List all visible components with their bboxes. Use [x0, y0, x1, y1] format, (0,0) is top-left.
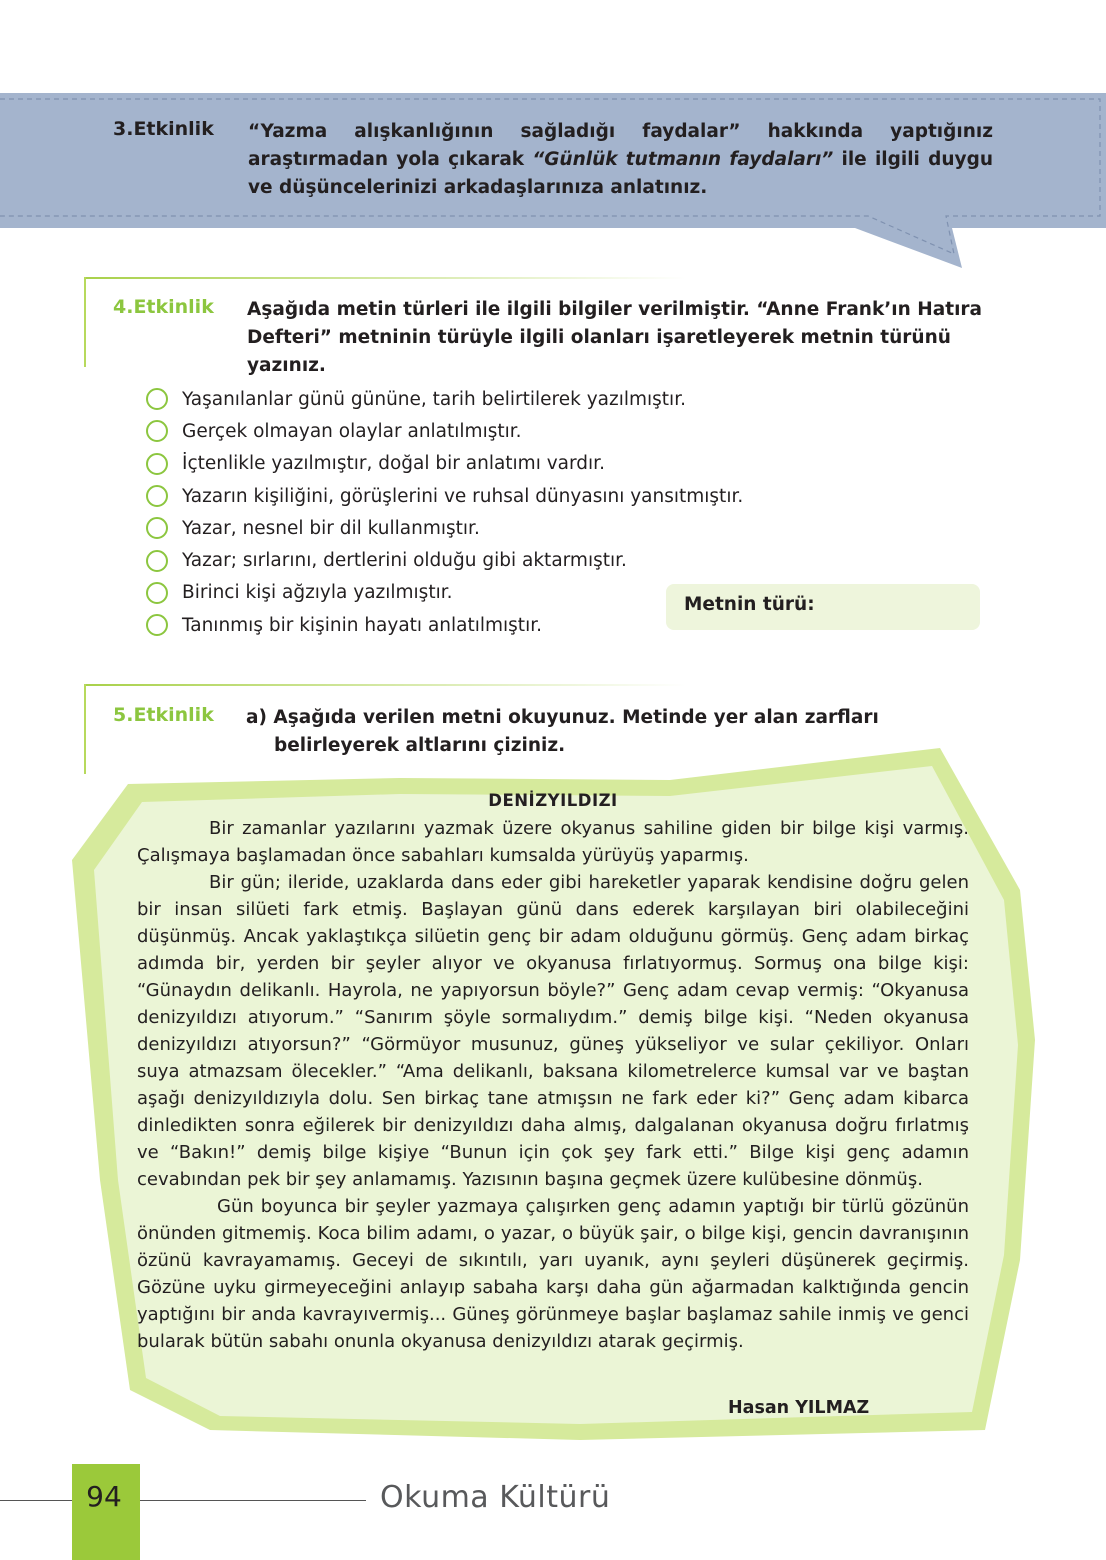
activity3-text [248, 118, 993, 202]
option-item [146, 383, 786, 415]
book-title: Okuma Kültürü [380, 1480, 611, 1515]
option-radio[interactable] [146, 420, 168, 442]
option-label: İçtenlikle yazılmıştır, doğal bir anlatımı vardır. [182, 453, 605, 475]
option-label: Yazar, nesnel bir dil kullanmıştır. [182, 517, 480, 539]
activity4-instruction: Aşağıda metin türleri ile ilgili bilgiler verilmiştir. “Anne Frank’ın Hatıra Defteri” metninin türüyle ilgili olanları işaretleyerek metnin türünü yazınız. [247, 299, 983, 376]
story-author: Hasan YILMAZ [728, 1398, 870, 1418]
activity3 [113, 118, 993, 202]
story-paragraph: Gün boyunca bir şeyler yazmaya çalışırken genç adamın yaptığı bir türlü gözünün önünden gitmemiş. Koca bilim adamı, o yazar, o büyük şair, o bilge kişi, gencin davranışının özünü kavrayamamış. Geceyi de sıkıntılı, yarı uyanık, aynı şeyleri düşünerek geçirmiş. Gözüne uyku girmeyeceğini anlayıp sabaha karşı daha gün ağarmadan kalktığında gencin yaptığını bir anda kavrayıvermiş... Güneş görünmeye başlar başlamaz sahile inmiş ve genci bularak bütün sabahı onunla okyanusa denizyıldızı atarak geçirmiş. [137, 1196, 969, 1352]
text-type-answer-box[interactable] [666, 584, 980, 630]
option-radio[interactable] [146, 582, 168, 604]
activity3-text-part1: “Yazma alışkanlığının sağladığı faydalar” hakkında yaptığınız araştırmadan yola çıkarak [248, 121, 993, 170]
option-radio[interactable] [146, 550, 168, 572]
option-label: Yazar; sırlarını, dertlerini olduğu gibi aktarmıştır. [182, 550, 627, 572]
activity3-label: 3.Etkinlik [113, 118, 214, 140]
option-radio[interactable] [146, 485, 168, 507]
story-paragraph: Bir gün; ileride, uzaklarda dans eder gibi hareketler yaparak kendisine doğru gelen bir insan silüeti fark etmiş. Başlayan günü dans ederek karşılayan biri olabileceğini düşünmüş. Ancak yaklaştıkça silüetin genç bir adam olduğunu görmüş. Genç adam birkaç adımda bir, yerden bir şeyler alıyor ve okyanusa fırlatıyormuş. Sormuş ona bilge kişi: “Günaydın delikanlı. Hayrola, ne yapıyorsun böyle?” Genç adam cevap vermiş: “Okyanusa denizyıldızı atıyorum.” “Sanırım şöyle sormalıydım.” demiş bilge kişi. “Neden okyanusa denizyıldızı atıyorsun?” “Görmüyor musunuz, güneş yükseliyor ve sular çekiliyor. Onları suya atmazsam ölecekler.” “Ama delikanlı, baksana kilometrelerce kumsal var ve baştan aşağı denizyıldızıyla dolu. Sen birkaç tane atmışsın ne fark eder ki?” Genç adam kibarca dinledikten sonra eğilerek bir denizyıldızı daha almış, dalgalanan okyanusa doğru fırlatmış ve “Bakın!” demiş bilge kişiye “Bunun için çok şey fark etti.” Bilge kişi genç adamın cevabından pek bir şey anlamamış. Yazısının başına geçmek üzere kulübesine dönmüş. [137, 872, 969, 1190]
story-title: DENİZYILDIZI [488, 791, 618, 810]
option-label: Gerçek olmayan olaylar anlatılmıştır. [182, 420, 522, 442]
footer-divider-left [0, 1500, 72, 1501]
option-radio[interactable] [146, 453, 168, 475]
option-radio[interactable] [146, 388, 168, 410]
page-number: 94 [86, 1480, 122, 1513]
option-label: Yaşanılanlar günü gününe, tarih belirtilerek yazılmıştır. [182, 388, 686, 410]
option-item [146, 512, 786, 544]
option-item [146, 448, 786, 480]
activity3-text-italic: “Günlük tutmanın faydaları” [532, 149, 834, 170]
activity4-label: 4.Etkinlik [113, 296, 214, 318]
activity5-instruction: a) Aşağıda verilen metni okuyunuz. Metinde yer alan zarfları belirleyerek altlarını çiziniz. [246, 707, 879, 756]
activity4 [113, 296, 993, 380]
option-label: Tanınmış bir kişinin hayatı anlatılmıştır. [182, 614, 542, 636]
text-type-label: Metnin türü: [684, 594, 815, 615]
story-paragraph: Bir zamanlar yazılarını yazmak üzere okyanus sahiline giden bir bilge kişi varmış. Çalışmaya başlamadan önce sabahları kumsalda yürüyüş yaparmış. [137, 818, 969, 866]
option-radio[interactable] [146, 614, 168, 636]
option-label: Yazarın kişiliğini, görüşlerini ve ruhsal dünyasını yansıtmıştır. [182, 485, 744, 507]
activity5-label: 5.Etkinlik [113, 704, 214, 726]
story-text [137, 789, 969, 1355]
option-item [146, 544, 786, 576]
activity3-text-part2: ile ilgili duygu ve düşüncelerinizi arkadaşlarınıza anlatınız. [248, 149, 993, 198]
footer-divider-right [140, 1500, 366, 1501]
option-item [146, 415, 786, 447]
option-item [146, 480, 786, 512]
option-radio[interactable] [146, 517, 168, 539]
option-label: Birinci kişi ağzıyla yazılmıştır. [182, 582, 453, 604]
